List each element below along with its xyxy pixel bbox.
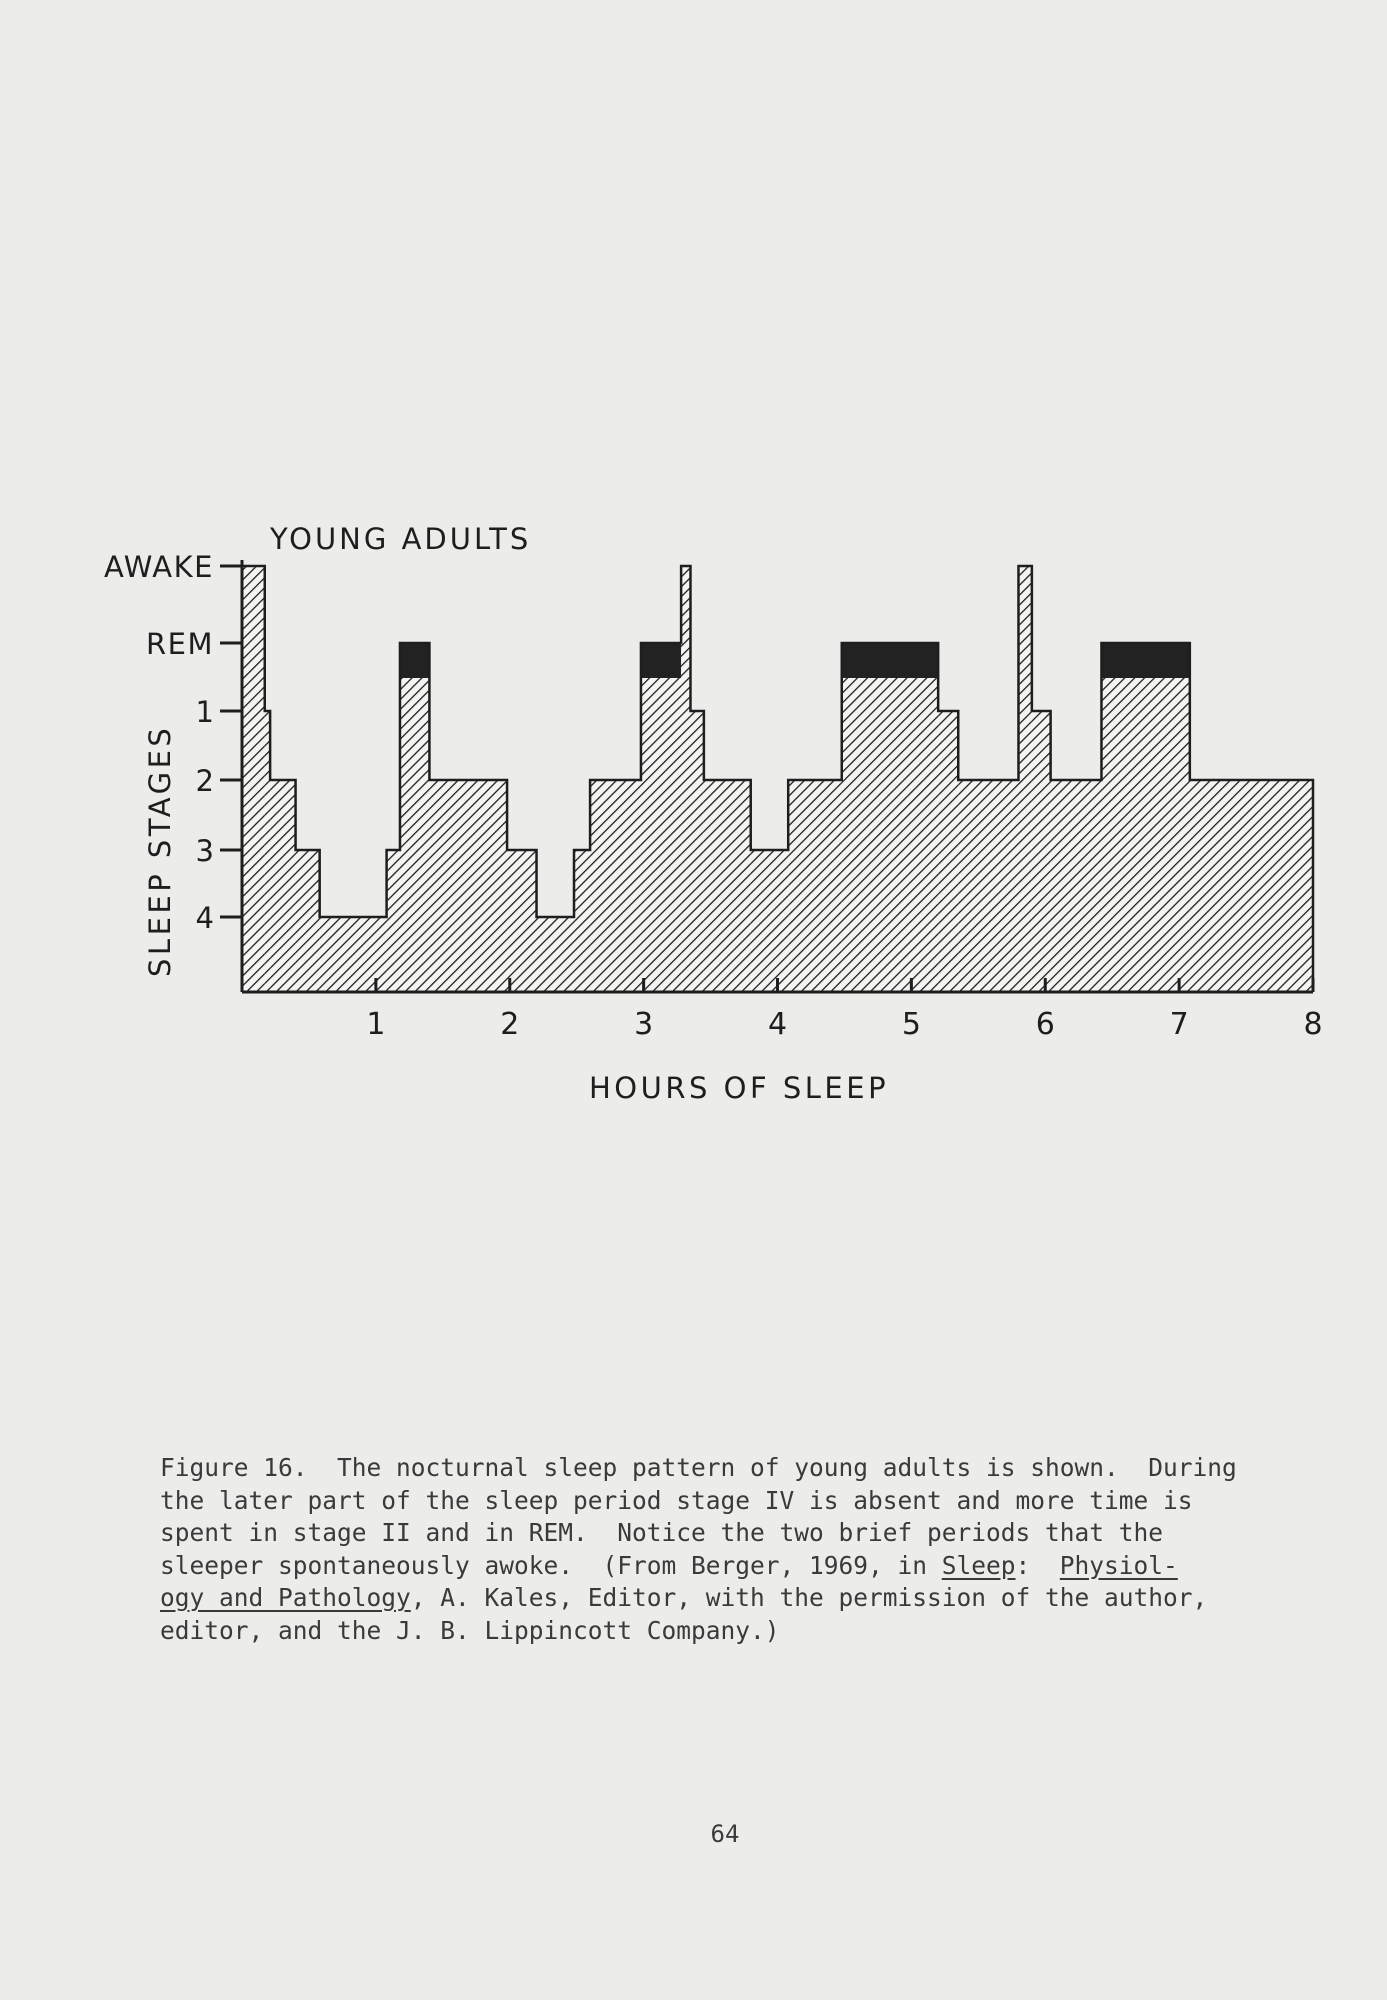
y-tick-label: 1 (195, 695, 214, 729)
sleep-stage-chart (0, 500, 1387, 1140)
sleep-segment-stage-4 (537, 917, 574, 992)
sleep-segment-stage-2 (590, 780, 641, 992)
x-tick-label: 8 (1303, 1007, 1323, 1042)
caption-line (160, 1582, 1320, 1615)
sleep-segment-stage-2 (270, 780, 295, 992)
page-number: 64 (710, 1820, 740, 1848)
sleep-segment-stage-1 (1032, 711, 1051, 992)
rem-period-bar (400, 643, 429, 678)
y-tick-label: 4 (195, 901, 214, 935)
y-axis-label: SLEEP STAGES (143, 724, 177, 977)
sleep-segment-stage-2 (429, 780, 507, 992)
sleep-segment-stage-2 (788, 780, 842, 992)
sleep-segment-stage-2 (704, 780, 751, 992)
sleep-segment-stage-2 (1190, 780, 1313, 992)
y-tick-label: REM (146, 627, 214, 661)
sleep-segment-stage-1-rem (842, 678, 938, 992)
sleep-segment-stage-3 (507, 850, 536, 992)
caption-text: : (1015, 1550, 1060, 1580)
x-tick-label: 3 (634, 1007, 654, 1042)
sleep-segment-stage-1-rem (400, 678, 429, 992)
sleep-segment-stage-3 (751, 850, 788, 992)
sleep-segment-stage-2 (958, 780, 1018, 992)
y-tick-label: 2 (195, 764, 214, 798)
caption-book-title-sleep: Sleep (941, 1550, 1016, 1580)
x-tick-label: 5 (901, 1007, 921, 1042)
sleep-segment-stage-awake (242, 566, 265, 992)
sleep-segment-stage-3 (387, 850, 400, 992)
caption-line: Figure 16. The nocturnal sleep pattern of young adults is shown. During (160, 1453, 1237, 1482)
sleep-segment-stage-1-rem (1101, 678, 1189, 992)
rem-period-bar (1101, 643, 1189, 678)
caption-text: , A. Kales, Editor, with the permission of the author, (410, 1583, 1208, 1612)
sleep-segment-stage-1 (938, 711, 958, 992)
sleep-segment-stage-2 (1051, 780, 1102, 992)
y-tick-label: AWAKE (103, 550, 214, 584)
x-tick-label: 4 (767, 1007, 788, 1042)
x-tick-label: 6 (1035, 1007, 1055, 1042)
rem-period-bar (641, 643, 681, 678)
caption-line: editor, and the J. B. Lippincott Company.) (160, 1615, 780, 1645)
sleep-segment-stage-awake (1018, 566, 1031, 992)
y-tick-label: 3 (195, 834, 214, 868)
caption-text: sleeper spontaneously awoke. (From Berger, 1969, in (160, 1550, 942, 1580)
sleep-segment-stage-1 (690, 711, 703, 992)
sleep-segment-stage-3 (296, 850, 320, 992)
x-tick-label: 1 (366, 1007, 386, 1042)
sleep-segment-stage-1-rem (641, 678, 681, 992)
x-axis-label: HOURS OF SLEEP (589, 1071, 890, 1105)
chart-title: YOUNG ADULTS (270, 522, 532, 556)
sleep-segment-stage-3 (574, 850, 590, 992)
x-tick-label: 2 (500, 1007, 520, 1042)
figure-caption (160, 1452, 1320, 1647)
caption-book-subtitle-part1: Physiol- (1059, 1550, 1178, 1580)
x-tick-labels (366, 1007, 1322, 1042)
sleep-segment-stage-awake (681, 566, 690, 992)
sleep-hypnogram-area (242, 566, 1313, 992)
caption-book-subtitle-part2: ogy and Pathology (160, 1583, 411, 1612)
caption-line (160, 1550, 1320, 1583)
caption-line: the later part of the sleep period stage IV is absent and more time is (160, 1485, 1193, 1515)
x-tick-label: 7 (1169, 1007, 1189, 1042)
caption-line: spent in stage II and in REM. Notice the two brief periods that the (160, 1518, 1164, 1547)
rem-period-bar (842, 643, 938, 678)
